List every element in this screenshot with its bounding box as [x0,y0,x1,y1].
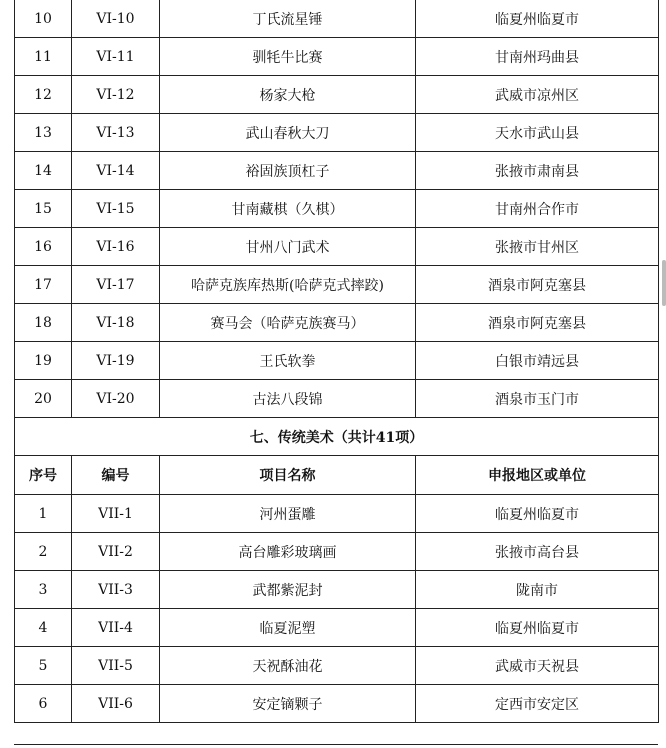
header-code: 编号 [72,456,160,495]
table-row [15,38,659,76]
cell-name: 丁氏流星锤 [160,0,416,38]
table-row [15,647,659,685]
cell-code: VI-20 [72,380,160,418]
table-row [15,342,659,380]
table-row [15,152,659,190]
cell-name: 甘州八门武术 [160,228,416,266]
cell-name: 高台雕彩玻璃画 [160,533,416,571]
table-row [15,76,659,114]
table-row [15,571,659,609]
cell-region: 武威市凉州区 [416,76,659,114]
cell-no: 3 [15,571,72,609]
cell-region: 张掖市甘州区 [416,228,659,266]
heritage-table [14,0,659,723]
cell-code: VI-15 [72,190,160,228]
cell-code: VI-16 [72,228,160,266]
cell-name: 河州蛋雕 [160,495,416,533]
cell-code: VI-14 [72,152,160,190]
table-row [15,190,659,228]
cell-code: VI-19 [72,342,160,380]
cell-region: 甘南州玛曲县 [416,38,659,76]
table-row [15,380,659,418]
cell-name: 武山春秋大刀 [160,114,416,152]
table-body-section-7 [15,495,659,723]
cell-region: 甘南州合作市 [416,190,659,228]
cell-code: VI-13 [72,114,160,152]
cell-no: 13 [15,114,72,152]
cell-region: 天水市武山县 [416,114,659,152]
cell-name: 王氏软拳 [160,342,416,380]
cell-no: 6 [15,685,72,723]
cell-name: 哈萨克族库热斯(哈萨克式摔跤) [160,266,416,304]
cell-no: 12 [15,76,72,114]
header-region: 申报地区或单位 [416,456,659,495]
cell-region: 临夏州临夏市 [416,609,659,647]
header-name: 项目名称 [160,456,416,495]
cell-no: 5 [15,647,72,685]
table-row [15,0,659,38]
cell-code: VI-17 [72,266,160,304]
cell-name: 安定镝颗子 [160,685,416,723]
cell-name: 驯牦牛比赛 [160,38,416,76]
cell-code: VII-4 [72,609,160,647]
section-heading-row [15,418,659,456]
cell-region: 陇南市 [416,571,659,609]
section-title: 七、传统美术（共计41项） [15,418,659,456]
cell-no: 19 [15,342,72,380]
table-bottom-border [14,744,658,745]
column-header-row [15,456,659,495]
cell-no: 4 [15,609,72,647]
cell-region: 白银市靖远县 [416,342,659,380]
cell-region: 酒泉市阿克塞县 [416,304,659,342]
cell-code: VII-2 [72,533,160,571]
cell-code: VII-3 [72,571,160,609]
table-row [15,609,659,647]
cell-name: 甘南藏棋（久棋） [160,190,416,228]
cell-code: VII-1 [72,495,160,533]
cell-no: 16 [15,228,72,266]
cell-no: 15 [15,190,72,228]
cell-no: 1 [15,495,72,533]
table-row [15,685,659,723]
cell-name: 武都紫泥封 [160,571,416,609]
cell-region: 酒泉市玉门市 [416,380,659,418]
cell-name: 临夏泥塑 [160,609,416,647]
cell-code: VI-10 [72,0,160,38]
cell-region: 临夏州临夏市 [416,0,659,38]
cell-no: 11 [15,38,72,76]
cell-region: 张掖市高台县 [416,533,659,571]
table-row [15,266,659,304]
cell-code: VII-6 [72,685,160,723]
cell-name: 天祝酥油花 [160,647,416,685]
cell-no: 18 [15,304,72,342]
cell-name: 赛马会（哈萨克族赛马） [160,304,416,342]
table-body-section-7-head [15,418,659,495]
cell-no: 14 [15,152,72,190]
table-row [15,114,659,152]
cell-no: 17 [15,266,72,304]
cell-no: 10 [15,0,72,38]
cell-region: 定西市安定区 [416,685,659,723]
table-row [15,228,659,266]
scrollbar-thumb[interactable] [662,260,666,306]
table-body-section-6 [15,0,659,418]
table-row [15,533,659,571]
cell-no: 2 [15,533,72,571]
cell-region: 临夏州临夏市 [416,495,659,533]
cell-code: VI-12 [72,76,160,114]
header-no: 序号 [15,456,72,495]
cell-code: VI-18 [72,304,160,342]
table-row [15,495,659,533]
cell-region: 张掖市肃南县 [416,152,659,190]
cell-code: VI-11 [72,38,160,76]
document-page [14,0,658,723]
cell-name: 古法八段锦 [160,380,416,418]
cell-name: 裕固族顶杠子 [160,152,416,190]
cell-name: 杨家大枪 [160,76,416,114]
table-row [15,304,659,342]
cell-code: VII-5 [72,647,160,685]
cell-region: 武威市天祝县 [416,647,659,685]
cell-region: 酒泉市阿克塞县 [416,266,659,304]
cell-no: 20 [15,380,72,418]
